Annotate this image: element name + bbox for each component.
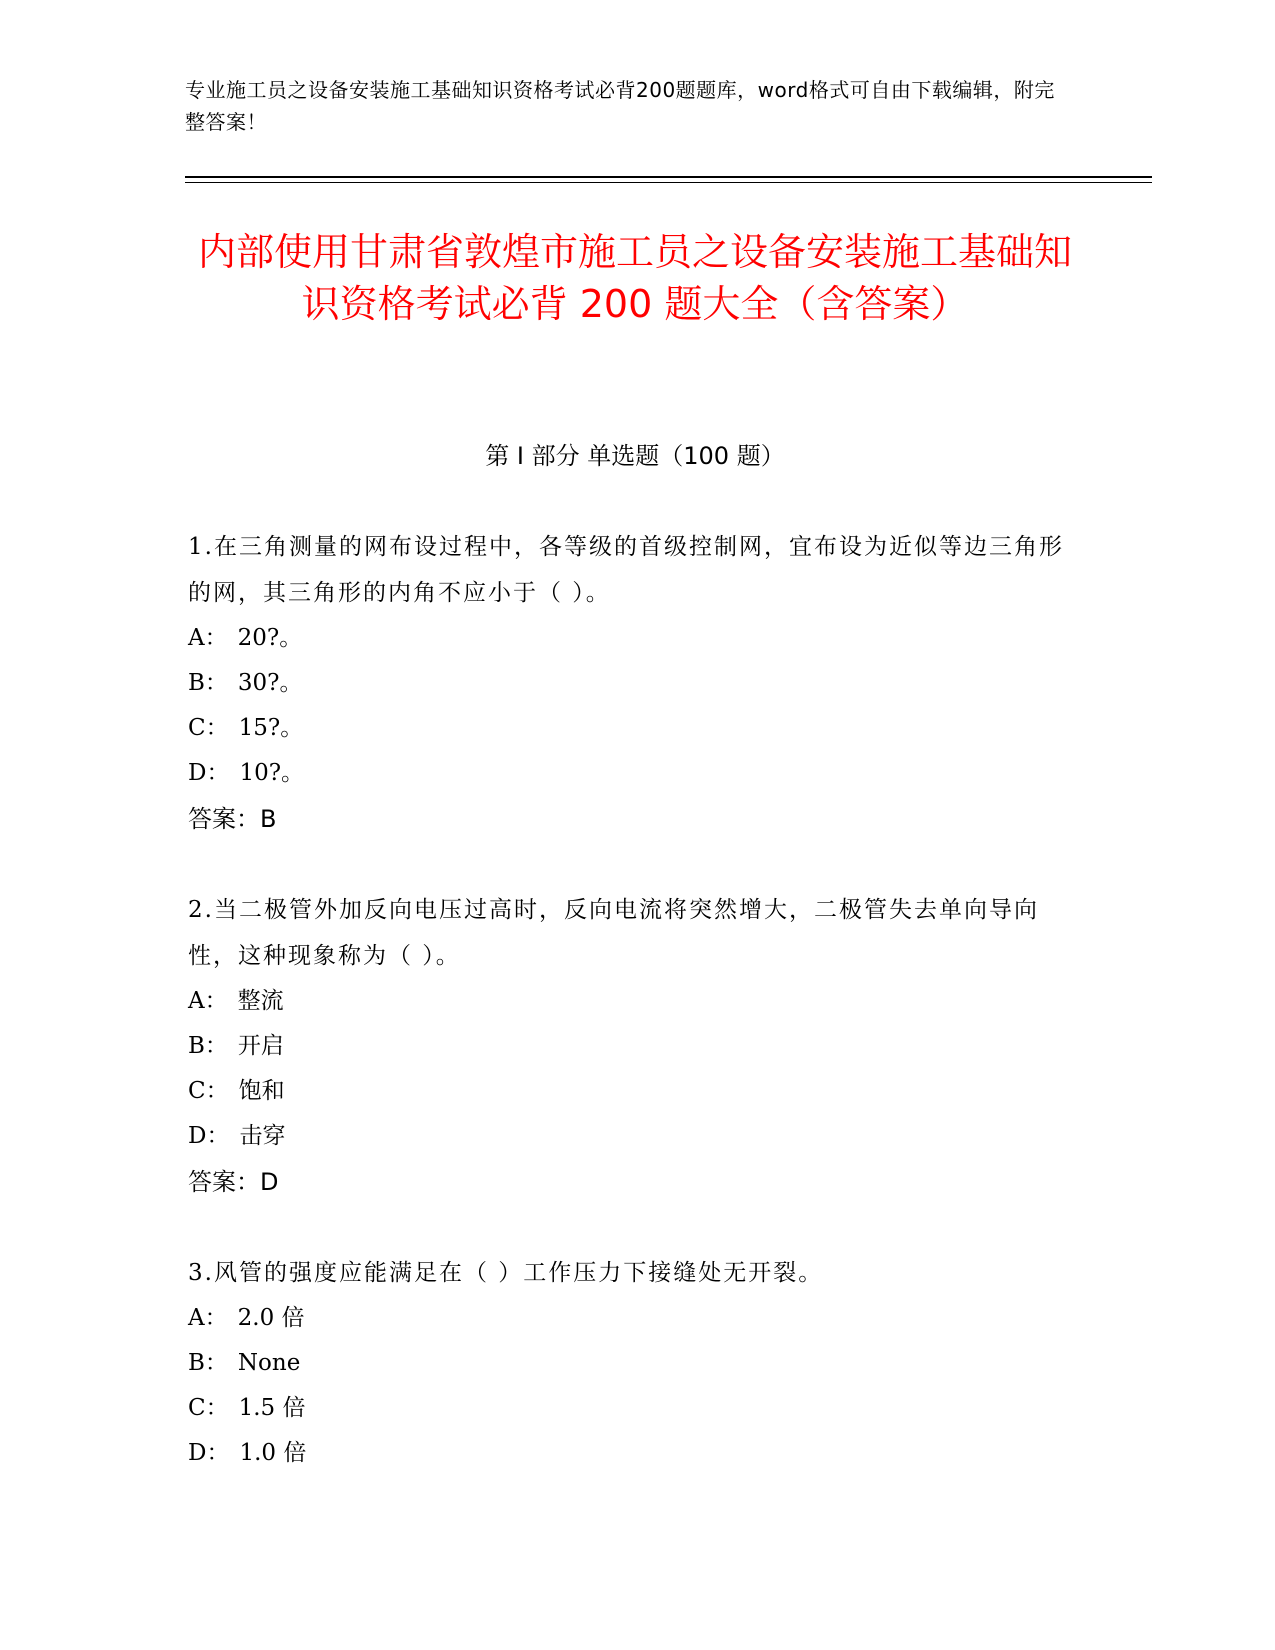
question-stem: 2.当二极管外加反向电压过高时，反向电流将突然增大，二极管失去单向导向性，这种现象称为（ ）。: [188, 897, 1039, 969]
option-a: [188, 979, 1068, 1024]
answer-value: D: [260, 1168, 279, 1196]
option-b: [188, 1341, 1068, 1386]
document-title: 内部使用甘肃省敦煌市施工员之设备安装施工基础知识资格考试必背 200 题大全（含答案）: [197, 230, 1072, 326]
option-b: [188, 661, 1068, 706]
option-a: [188, 616, 1068, 661]
option-a: [188, 1296, 1068, 1341]
option-key: C：: [188, 715, 229, 741]
option-c: [188, 706, 1068, 751]
option-key: B：: [188, 1033, 228, 1059]
option-key: D：: [188, 1440, 230, 1466]
option-key: B：: [188, 670, 228, 696]
option-text: 2.0 倍: [237, 1305, 305, 1331]
header-divider: [185, 176, 1152, 178]
option-text: 15?。: [238, 715, 304, 741]
option-d: [188, 1114, 1068, 1159]
option-key: A：: [188, 988, 228, 1014]
answer-line: [188, 796, 1068, 842]
option-text: 整流: [237, 988, 284, 1014]
option-text: 10?。: [239, 760, 305, 786]
option-text: 饱和: [238, 1078, 285, 1104]
option-text: 30?。: [237, 670, 303, 696]
answer-line: [188, 1159, 1068, 1205]
option-key: A：: [188, 625, 228, 651]
option-key: B：: [188, 1350, 228, 1376]
option-key: C：: [188, 1078, 229, 1104]
header-note: 专业施工员之设备安装施工基础知识资格考试必背200题题库，word格式可自由下载编辑，附完整答案！: [185, 78, 1055, 134]
option-c: [188, 1386, 1068, 1431]
answer-label: 答案：: [188, 1168, 260, 1196]
option-b: [188, 1024, 1068, 1069]
option-text: 20?。: [237, 625, 303, 651]
option-d: [188, 1431, 1068, 1476]
option-key: D：: [188, 1123, 230, 1149]
option-d: [188, 751, 1068, 796]
section-title: 第 I 部分 单选题（100 题）: [485, 442, 785, 470]
option-c: [188, 1069, 1068, 1114]
question-1: [188, 524, 1068, 842]
question-2: [188, 887, 1068, 1205]
option-key: D：: [188, 760, 230, 786]
option-text: 1.5 倍: [238, 1395, 306, 1421]
option-text: 1.0 倍: [239, 1440, 307, 1466]
question-3: [188, 1250, 1068, 1476]
question-stem: 1.在三角测量的网布设过程中，各等级的首级控制网，宜布设为近似等边三角形的网，其三角形的内角不应小于（ ）。: [188, 534, 1064, 606]
header-divider-thin: [185, 182, 1152, 183]
question-stem: 3.风管的强度应能满足在（ ）工作压力下接缝处无开裂。: [188, 1260, 824, 1286]
option-key: A：: [188, 1305, 228, 1331]
option-text: 开启: [237, 1033, 284, 1059]
option-key: C：: [188, 1395, 229, 1421]
answer-value: B: [260, 805, 277, 833]
option-text: None: [237, 1350, 301, 1376]
answer-label: 答案：: [188, 805, 260, 833]
option-text: 击穿: [239, 1123, 286, 1149]
